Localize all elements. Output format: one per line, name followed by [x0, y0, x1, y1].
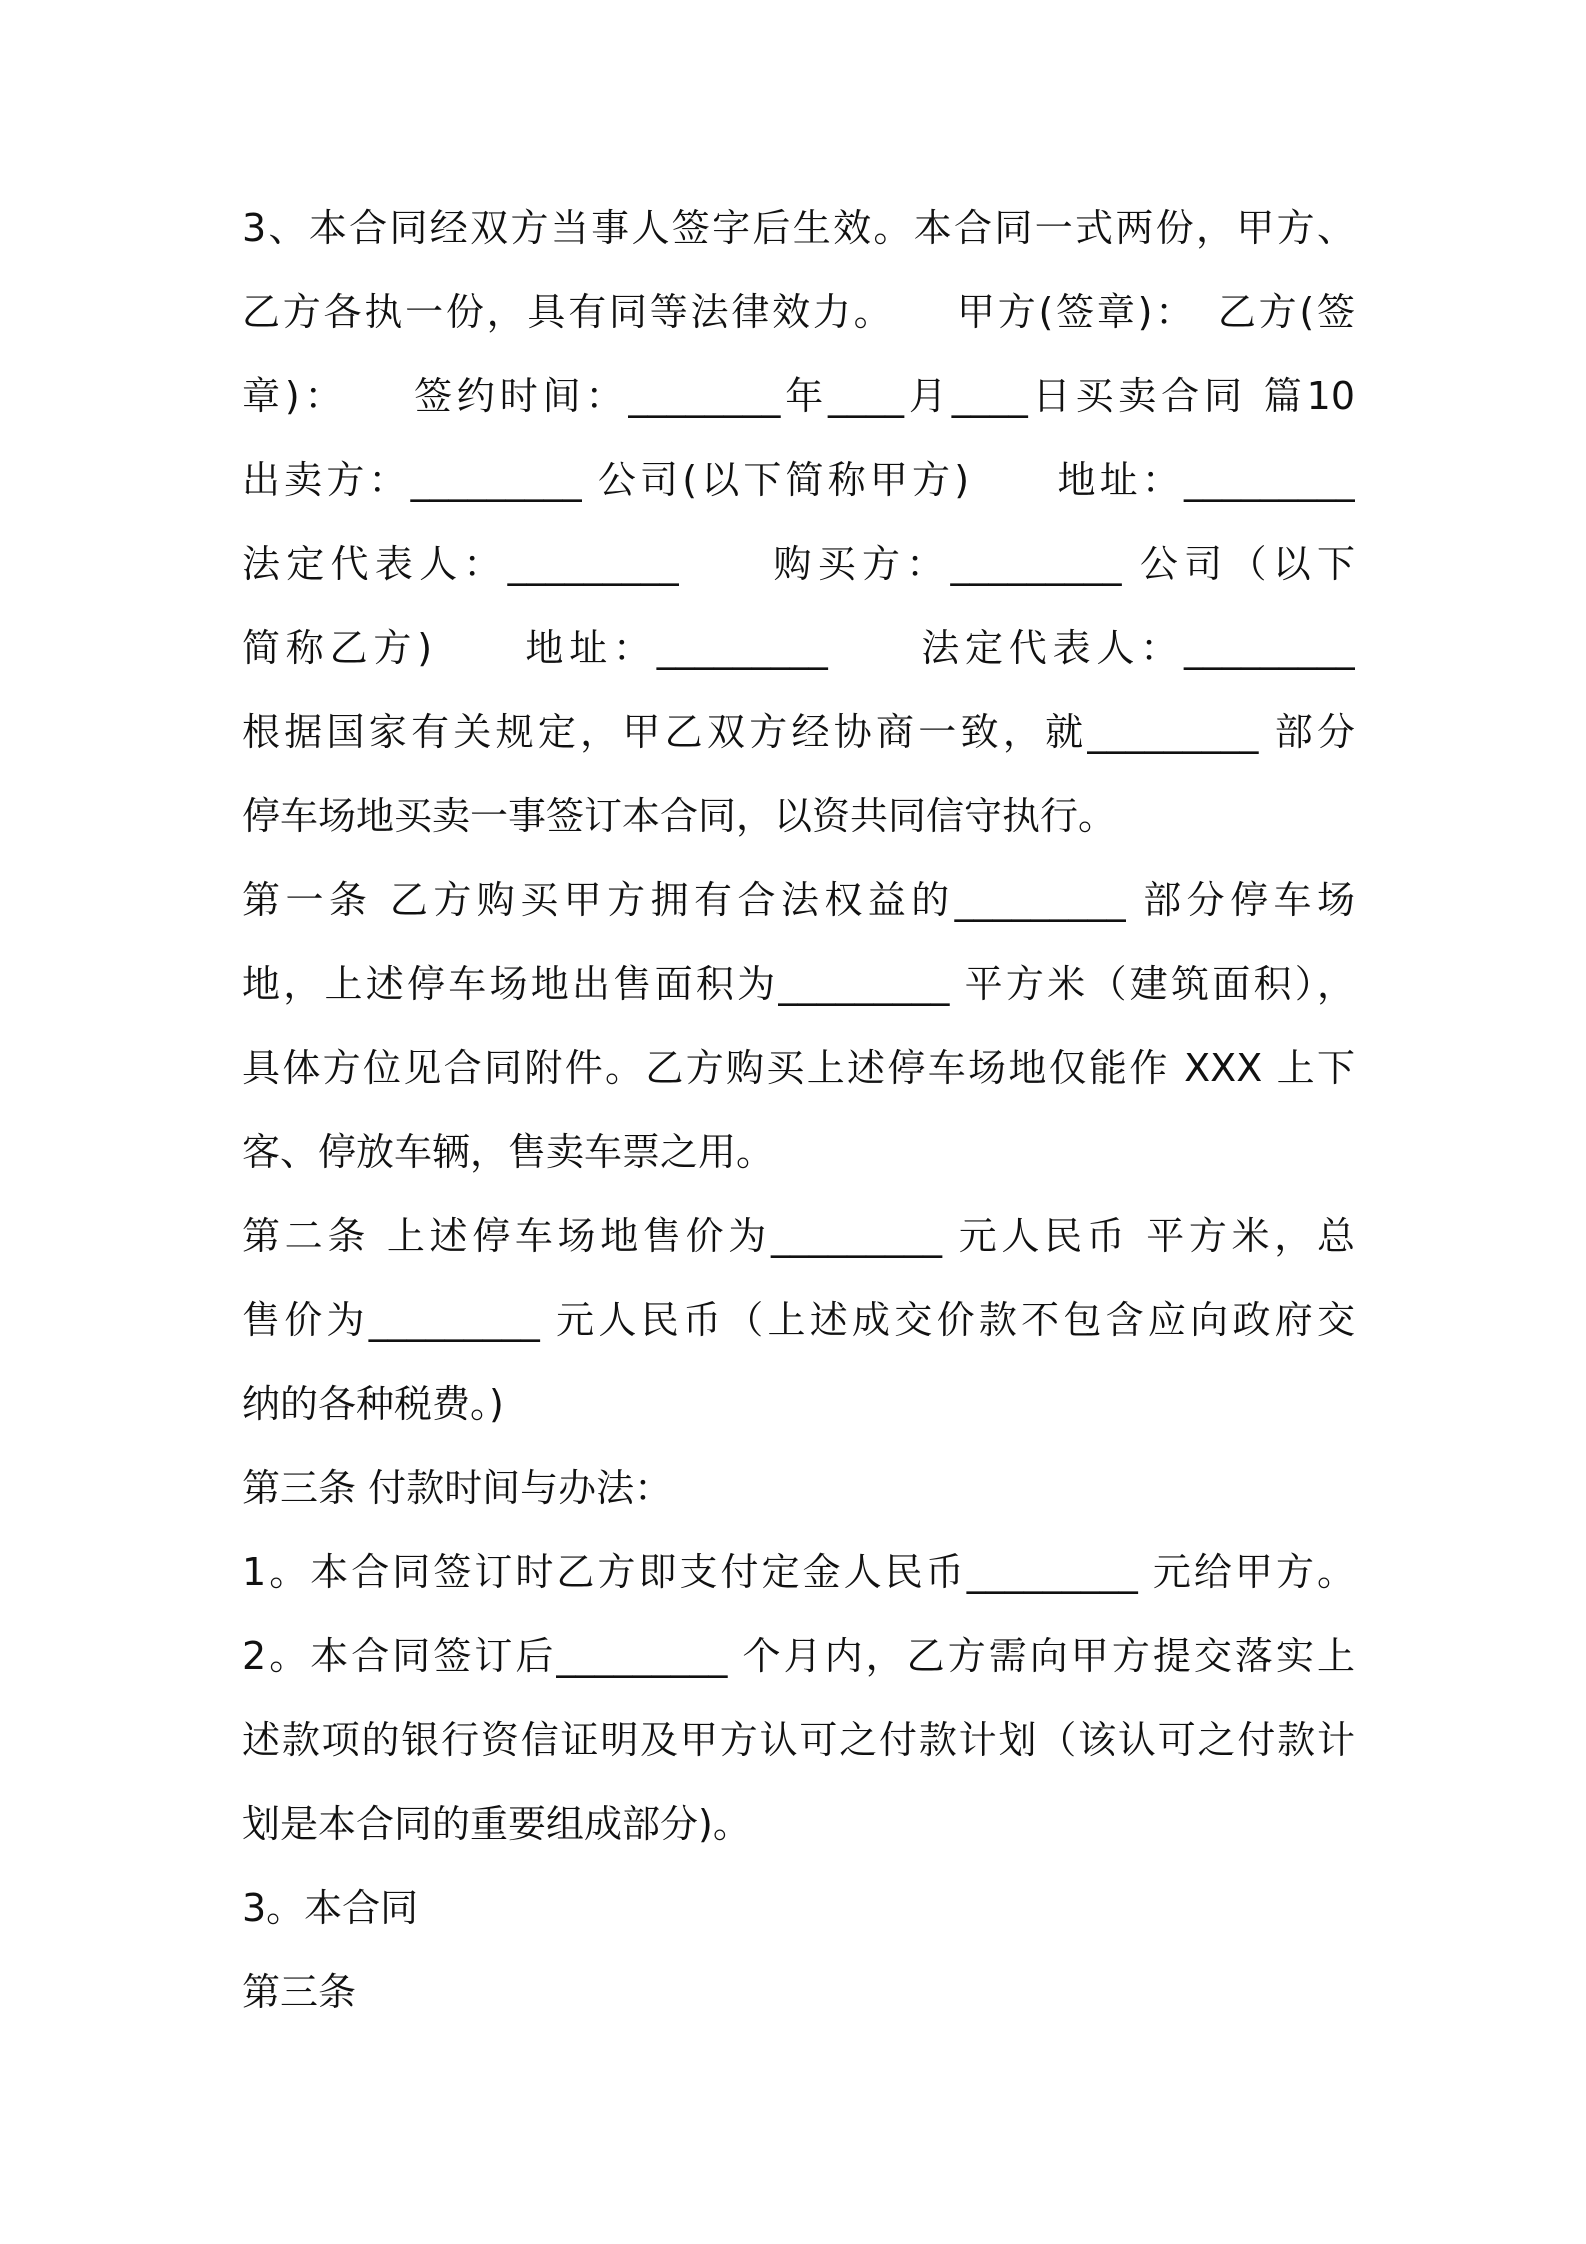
text-line: 简称乙方) 地址：_________ 法定代表人：_________: [242, 626, 1355, 670]
text-line: 章)： 签约时间：________年____月____日买卖合同 篇10: [242, 374, 1355, 418]
article-3-heading-repeat: 第三条: [242, 1970, 357, 2014]
text-line: 法定代表人：_________ 购买方：_________ 公司（以下: [242, 542, 1355, 586]
text-line: 述款项的银行资信证明及甲方认可之付款计划（该认可之付款计: [242, 1718, 1355, 1762]
text-line: 售价为_________ 元人民币（上述成交价款不包含应向政府交: [242, 1298, 1355, 1342]
clause-3-line: 3。本合同: [242, 1886, 419, 1930]
text-line: 具体方位见合同附件。乙方购买上述停车场地仅能作 XXX 上下: [242, 1046, 1355, 1090]
clause-1-line: 1。本合同签订时乙方即支付定金人民币_________ 元给甲方。: [242, 1550, 1355, 1594]
article-1-line: 第一条 乙方购买甲方拥有合法权益的_________ 部分停车场: [242, 878, 1355, 922]
text-line: 乙方各执一份，具有同等法律效力。 甲方(签章)： 乙方(签: [242, 290, 1355, 334]
article-2-line: 第二条 上述停车场地售价为_________ 元人民币 平方米，总: [242, 1214, 1355, 1258]
text-line: 地，上述停车场地出售面积为_________ 平方米（建筑面积），: [242, 962, 1355, 1006]
text-line: 停车场地买卖一事签订本合同，以资共同信守执行。: [242, 794, 1117, 838]
text-line: 根据国家有关规定，甲乙双方经协商一致，就_________ 部分: [242, 710, 1355, 754]
text-line: 3、本合同经双方当事人签字后生效。本合同一式两份，甲方、: [242, 206, 1355, 250]
article-3-heading: 第三条 付款时间与办法：: [242, 1466, 673, 1510]
text-line: 划是本合同的重要组成部分)。: [242, 1802, 751, 1846]
text-line: 出卖方：_________ 公司(以下简称甲方) 地址：_________: [242, 458, 1355, 502]
text-line: 纳的各种税费。): [242, 1382, 504, 1426]
document-body: [242, 186, 1355, 2034]
text-line: 客、停放车辆，售卖车票之用。: [242, 1130, 775, 1174]
clause-2-line: 2。本合同签订后_________ 个月内，乙方需向甲方提交落实上: [242, 1634, 1355, 1678]
